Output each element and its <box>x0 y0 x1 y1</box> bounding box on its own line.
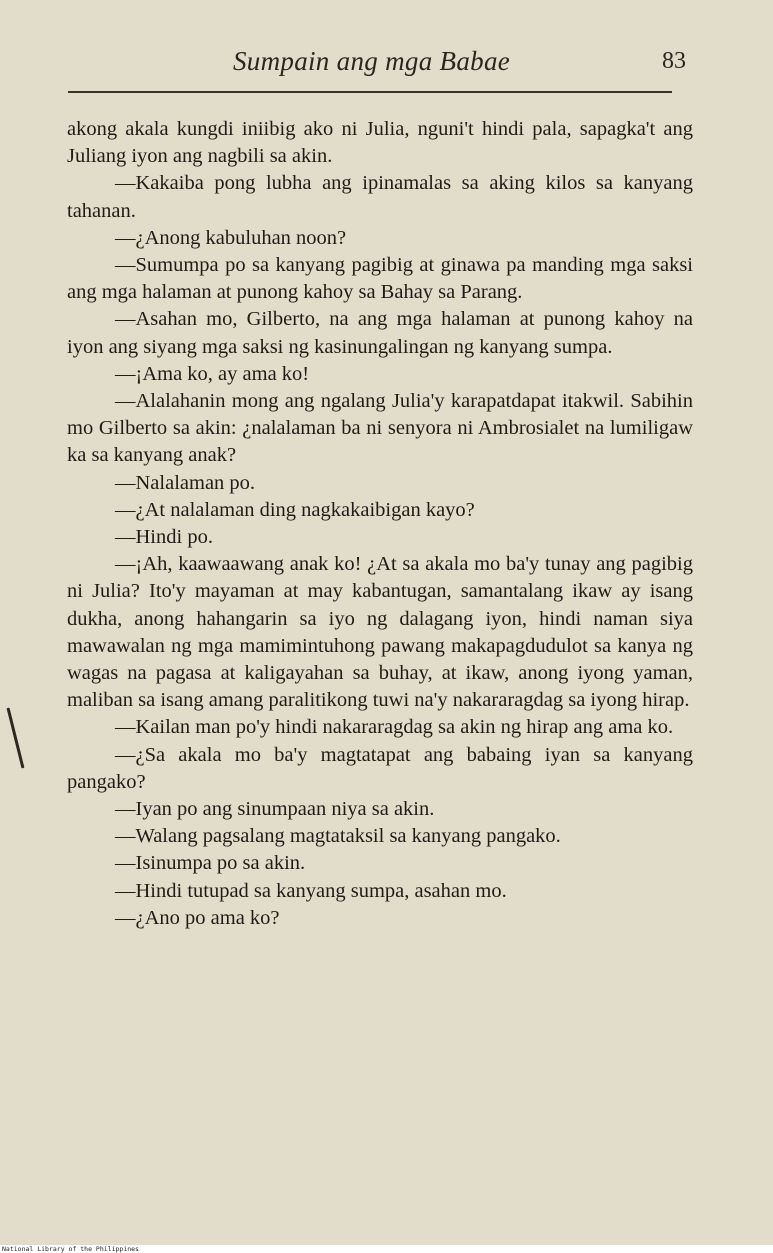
paragraph: —Asahan mo, Gilberto, na ang mga halaman at punong kahoy na iyon ang siyang mga saksi ng kasinungalingan ng kanyang sumpa. <box>67 308 693 358</box>
paragraph: —¡Ama ko, ay ama ko! <box>115 362 310 385</box>
paragraph: —¿At nalalaman ding nagkakaibigan kayo? <box>115 498 475 521</box>
pencil-mark <box>7 708 25 769</box>
header-rule <box>68 91 672 93</box>
paragraph: —Isinumpa po sa akin. <box>115 852 306 875</box>
paragraph: —Kailan man po'y hindi nakararagdag sa akin ng hirap ang ama ko. <box>115 716 674 739</box>
paragraph: —¡Ah, kaawaawang anak ko! ¿At sa akala mo ba'y tunay ang pagibig ni Julia? Ito'y mayaman at may kabantugan, samantalang ikaw ay isang dukha, anong hahangarin sa iyo ng dalagang iyon, hindi naman siya mawawalan ng mga mamimintuhong pawang makapagdudulot sa kanya ng wagas na pagasa at kaligayahan sa buhay, at ikaw, anong iyong yaman, maliban sa isang amang paralitikong tuwi na'y nakararagdag sa iyong hirap. <box>67 553 693 712</box>
paragraph: —Hindi po. <box>115 526 213 549</box>
paragraph: —Sumumpa po sa kanyang pagibig at ginawa pa manding mga saksi ang mga halaman at punong kahoy sa Bahay sa Parang. <box>67 254 693 304</box>
library-footer: National Library of the Philippines <box>2 1245 139 1253</box>
paragraph: —Walang pagsalang magtataksil sa kanyang pangako. <box>115 825 561 848</box>
paragraph: —¿Ano po ama ko? <box>115 906 280 929</box>
body-text <box>67 116 693 932</box>
running-title: Sumpain ang mga Babae <box>233 46 511 76</box>
paragraph: —Nalalaman po. <box>115 471 256 494</box>
page-header <box>0 46 773 86</box>
paragraph: —¿Sa akala mo ba'y magtatapat ang babaing iyan sa kanyang pangako? <box>67 743 693 793</box>
paragraph: —Kakaiba pong lubha ang ipinamalas sa aking kilos sa kanyang tahanan. <box>67 172 693 222</box>
paragraph: —Iyan po ang sinumpaan niya sa akin. <box>115 798 435 821</box>
paragraph: akong akala kungdi iniibig ako ni Julia, nguni't hindi pala, sapagka't ang Juliang iyon ang nagbili sa akin. <box>67 118 693 168</box>
paragraph: —¿Anong kabuluhan noon? <box>115 226 347 249</box>
paragraph: —Alalahanin mong ang ngalang Julia'y karapatdapat itakwil. Sabihin mo Gilberto sa akin: ¿nalalaman ba ni senyora ni Ambrosialet na lumiligaw ka sa kanyang anak? <box>67 390 693 467</box>
page-number: 83 <box>662 48 686 74</box>
paragraph: —Hindi tutupad sa kanyang sumpa, asahan mo. <box>115 879 507 902</box>
